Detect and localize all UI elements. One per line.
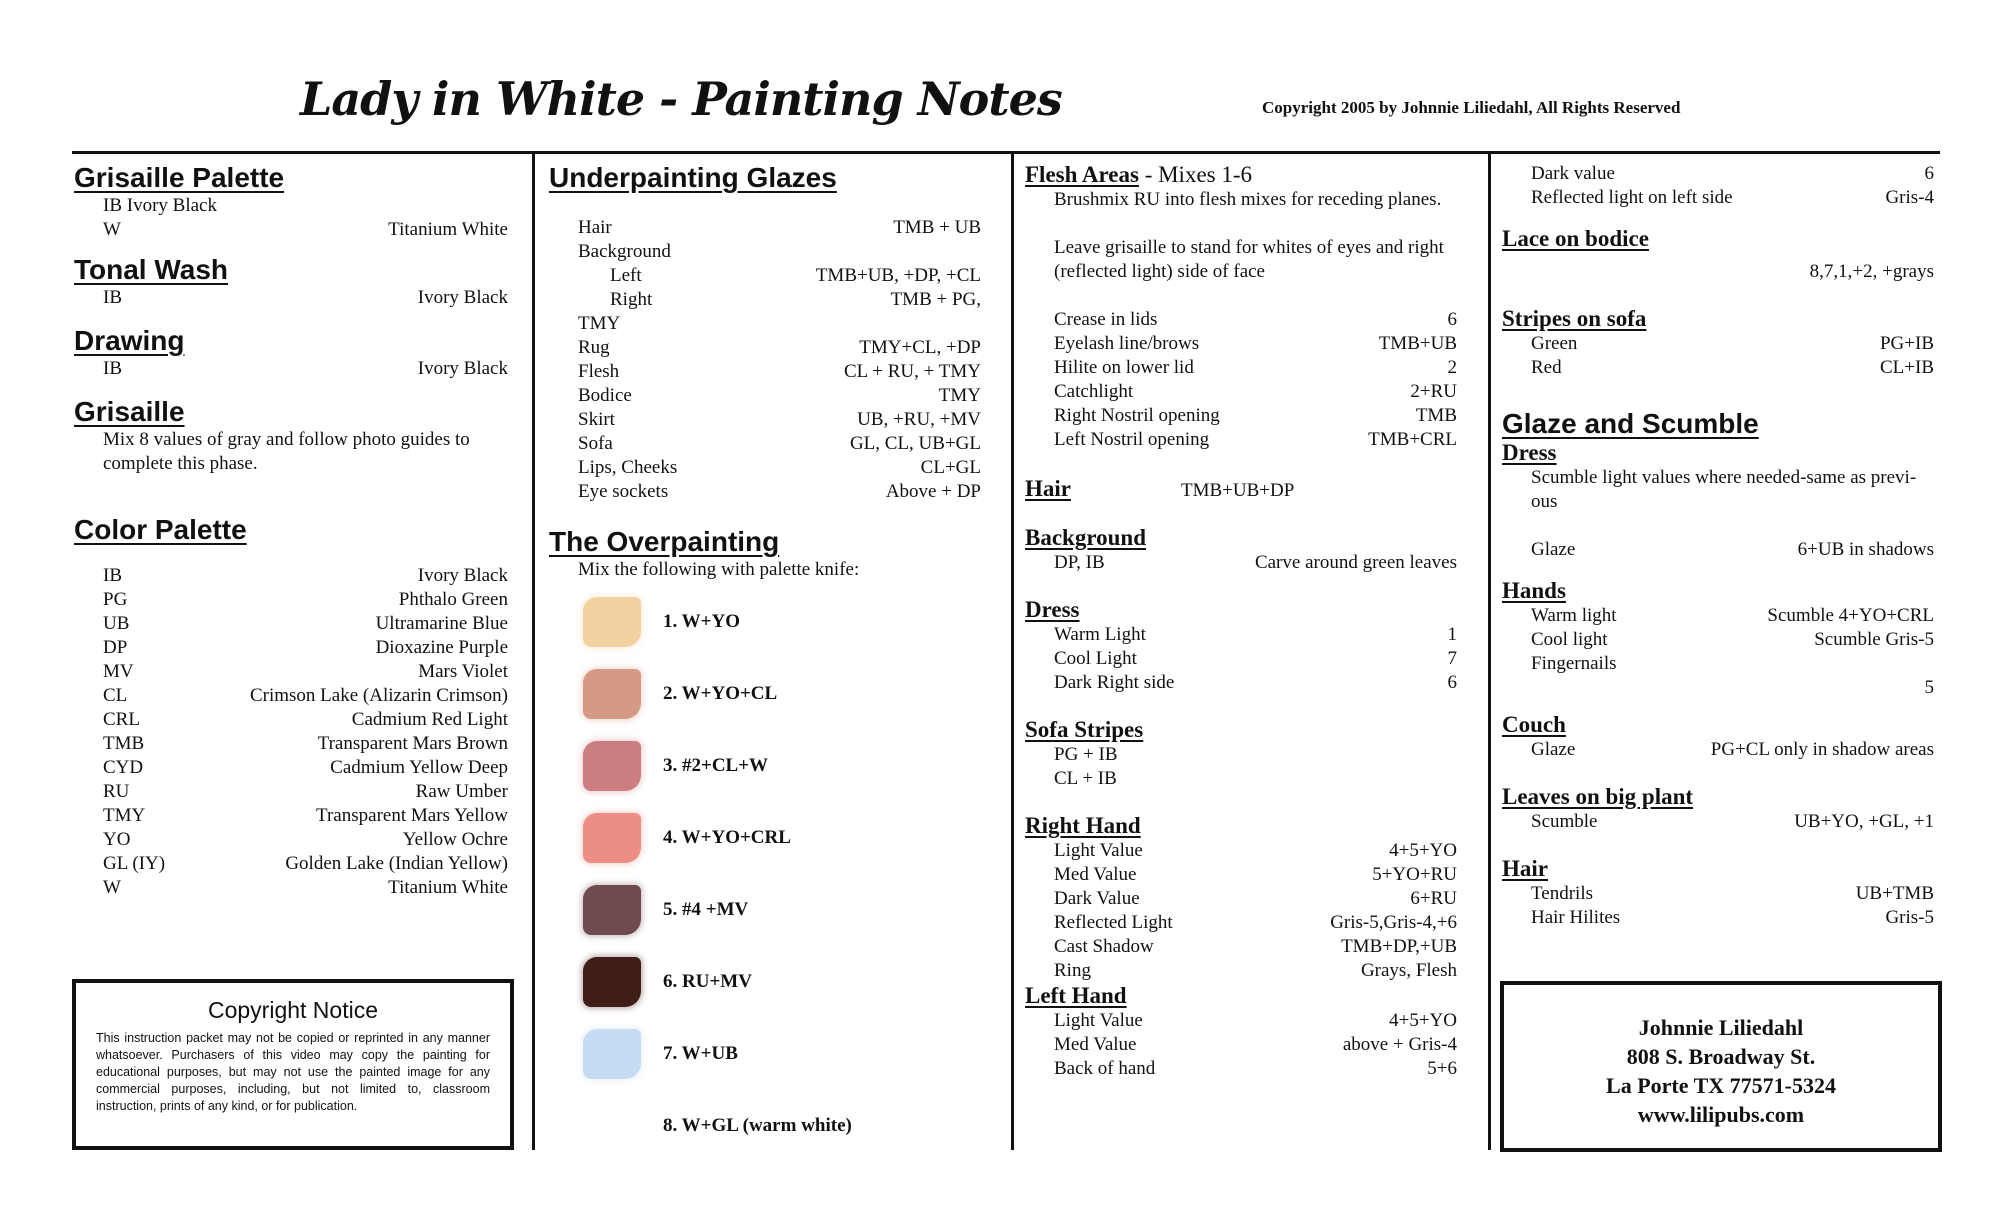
- row-label: Warm light: [1531, 605, 1617, 626]
- section-title: Glaze and Scumble: [1502, 408, 1759, 439]
- section-title: Lace on bodice: [1502, 226, 1649, 251]
- row-label: PG: [103, 589, 128, 610]
- section-hair: [1025, 476, 1457, 503]
- row-label: CRL: [103, 709, 140, 730]
- contact-city: La Porte TX 77571-5324: [1606, 1073, 1836, 1098]
- section-title: Dress: [1502, 440, 1557, 465]
- row-label: Med Value: [1054, 1034, 1137, 1055]
- list-row: [103, 828, 508, 852]
- row-value: Gris-5,Gris-4,+6: [1330, 912, 1457, 933]
- row-label: CL + IB: [1054, 768, 1117, 789]
- row-label: RU: [103, 781, 130, 802]
- row-value: above + Gris-4: [1342, 1034, 1457, 1055]
- row-value: 2: [1447, 357, 1457, 378]
- paint-swatch: [583, 957, 641, 1007]
- copyright-notice-box: [72, 979, 514, 1150]
- contact-name: Johnnie Liliedahl: [1638, 1015, 1804, 1040]
- row-label: Lips, Cheeks: [578, 457, 678, 478]
- row-label: CYD: [103, 757, 144, 778]
- hair-value: TMB+UB+DP: [1181, 480, 1295, 501]
- row-label: IB: [103, 358, 122, 379]
- section-grisaille: [74, 396, 508, 476]
- header: [0, 60, 2000, 140]
- mix-item: [583, 1090, 981, 1162]
- row-value: Raw Umber: [415, 781, 508, 802]
- section-title: Stripes on sofa: [1502, 306, 1647, 331]
- mix-label: 2. W+YO+CL: [663, 683, 778, 704]
- row-label: GL (IY): [103, 853, 166, 874]
- underpainting-list: [549, 216, 981, 504]
- row-value: Ivory Black: [417, 358, 508, 379]
- list-row: [103, 684, 508, 708]
- row-label: Left Nostril opening: [1054, 429, 1210, 450]
- list-row: [1531, 162, 1934, 186]
- row-label: Reflected light on left side: [1531, 187, 1733, 208]
- row-value: Crimson Lake (Alizarin Crimson): [249, 685, 508, 706]
- row-label: Green: [1531, 333, 1578, 354]
- row-label: IB: [103, 565, 122, 586]
- row-value: TMB + UB: [893, 217, 981, 238]
- row-value: TMY+CL, +DP: [859, 337, 981, 358]
- row-label: Hair Hilites: [1531, 907, 1621, 928]
- row-label: Glaze: [1531, 739, 1576, 760]
- page-title: Lady in White - Painting Notes: [300, 72, 1062, 126]
- row-label: Crease in lids: [1054, 309, 1158, 330]
- section-color-palette: [74, 514, 508, 900]
- section-hands: [1502, 578, 1934, 700]
- list-row: [1054, 743, 1457, 767]
- section-hair-col4: [1502, 856, 1934, 930]
- section-title: Left Hand: [1025, 983, 1127, 1008]
- row-label: W: [103, 219, 121, 240]
- section-text: Mix 8 values of gray and follow photo guides to complete this phase.: [103, 429, 470, 474]
- row-value: TMB+UB: [1378, 333, 1457, 354]
- row-value: Cadmium Yellow Deep: [330, 757, 508, 778]
- column-divider: [1011, 154, 1014, 1150]
- row-value: Transparent Mars Brown: [317, 733, 508, 754]
- column-2: [549, 154, 981, 1150]
- row-value: Carve around green leaves: [1254, 552, 1457, 573]
- row-label: PG + IB: [1054, 744, 1118, 765]
- paint-swatch: [583, 597, 641, 647]
- row-label: DP: [103, 637, 128, 658]
- section-lace-on-bodice: [1502, 226, 1934, 284]
- row-label: Tendrils: [1531, 883, 1593, 904]
- row-value: Gris-5: [1885, 907, 1934, 928]
- section-leaves: [1502, 784, 1934, 834]
- list-row: [578, 360, 981, 384]
- row-label: Red: [1531, 357, 1562, 378]
- paint-swatch: [583, 1029, 641, 1079]
- row-label: CL: [103, 685, 128, 706]
- mix-label: 5. #4 +MV: [663, 899, 749, 920]
- mix-label: 8. W+GL (warm white): [663, 1115, 852, 1136]
- mix-item: [583, 802, 981, 874]
- section-dress: [1025, 597, 1457, 695]
- mix-item: [583, 586, 981, 658]
- row-value: PG+IB: [1879, 333, 1934, 354]
- row-label: UB: [103, 613, 130, 634]
- row-label: Glaze: [1531, 539, 1576, 560]
- section-title: Right Hand: [1025, 813, 1141, 838]
- list-row: [1054, 1057, 1457, 1081]
- section-title: Grisaille Palette: [74, 162, 285, 193]
- column-divider: [1488, 154, 1491, 1150]
- list-row: [103, 588, 508, 612]
- row-label: Light Value: [1054, 1010, 1143, 1031]
- section-title: Hands: [1502, 578, 1566, 603]
- row-value: CL+IB: [1880, 357, 1934, 378]
- row-label: Cool Light: [1054, 648, 1137, 669]
- list-row: [103, 876, 508, 900]
- flesh-text-2: Leave grisaille to stand for whites of eyes and right (reflected light) side of face: [1054, 237, 1444, 282]
- row-value: 6+RU: [1410, 888, 1457, 909]
- row-label: Reflected Light: [1054, 912, 1173, 933]
- row-value: UB+TMB: [1855, 883, 1934, 904]
- list-row: [1531, 882, 1934, 906]
- list-row: [103, 780, 508, 804]
- row-value: TMB+DP,+UB: [1341, 936, 1457, 957]
- row-label: MV: [103, 661, 134, 682]
- section-dress-glaze: [1502, 440, 1934, 562]
- row-value: Titanium White: [388, 877, 508, 898]
- list-row: [103, 660, 508, 684]
- row-label: DP, IB: [1054, 552, 1105, 573]
- section-couch: [1502, 712, 1934, 762]
- section-background: [1025, 525, 1457, 575]
- paint-swatch: [583, 885, 641, 935]
- row-value: Dioxazine Purple: [375, 637, 508, 658]
- flesh-list: [1025, 308, 1457, 452]
- section-title: Hair: [1502, 856, 1548, 881]
- row-label: Fingernails: [1531, 653, 1617, 674]
- row-label: Background: [578, 241, 671, 262]
- row-label: Flesh: [578, 361, 620, 382]
- section-title: Dress: [1025, 597, 1080, 622]
- row-label: Catchlight: [1054, 381, 1134, 402]
- row-label: Right Nostril opening: [1054, 405, 1220, 426]
- list-row: [1054, 935, 1457, 959]
- row-label: IB: [103, 287, 122, 308]
- list-row: [1054, 404, 1457, 428]
- row-value: Titanium White: [388, 219, 508, 240]
- section-underpainting-glazes: [549, 162, 981, 504]
- row-label: W: [103, 877, 121, 898]
- section-grisaille-palette: [74, 162, 508, 242]
- contact-street: 808 S. Broadway St.: [1626, 1044, 1816, 1069]
- section-drawing: [74, 325, 508, 381]
- row-value: Grays, Flesh: [1360, 960, 1457, 981]
- row-value: Above + DP: [885, 481, 981, 502]
- list-row: [578, 456, 981, 480]
- row-value: 4+5+YO: [1389, 1010, 1457, 1031]
- mix-label: 3. #2+CL+W: [663, 755, 769, 776]
- list-row: [103, 708, 508, 732]
- section-title: Flesh Areas: [1025, 162, 1139, 187]
- row-label: TMB: [103, 733, 145, 754]
- section-overpainting: [549, 526, 981, 1162]
- paint-swatch: [583, 669, 641, 719]
- list-row: [1054, 863, 1457, 887]
- row-label: Skirt: [578, 409, 615, 430]
- list-row: [578, 336, 981, 360]
- row-value: GL, CL, UB+GL: [849, 433, 981, 454]
- section-title: Grisaille: [74, 396, 185, 427]
- list-row: [1054, 1009, 1457, 1033]
- stripes-list: [1502, 332, 1934, 380]
- row-label: IB Ivory Black: [103, 195, 217, 216]
- row-value: 4+5+YO: [1389, 840, 1457, 861]
- section-title: Underpainting Glazes: [549, 162, 837, 193]
- row-value: Phthalo Green: [398, 589, 508, 610]
- list-row: [103, 564, 508, 588]
- row-label: Right: [610, 289, 653, 310]
- row-label: Ring: [1054, 960, 1091, 981]
- row-label: Med Value: [1054, 864, 1137, 885]
- row-label: Warm Light: [1054, 624, 1146, 645]
- notice-title: Copyright Notice: [207, 997, 379, 1023]
- list-row: [1531, 906, 1934, 930]
- mix-label: 4. W+YO+CRL: [663, 827, 791, 848]
- section-title: Color Palette: [74, 514, 247, 545]
- paint-swatch: [583, 1101, 641, 1151]
- section-flesh-areas: [1025, 162, 1457, 452]
- row-label: TMY: [578, 313, 621, 334]
- row-label: Cool light: [1531, 629, 1608, 650]
- section-title: Background: [1025, 525, 1147, 550]
- list-row: [1054, 911, 1457, 935]
- row-value: PG+CL only in shadow areas: [1710, 739, 1934, 760]
- contact-website: www.lilipubs.com: [1637, 1102, 1805, 1127]
- mix-list: [549, 586, 981, 1162]
- row-value: 6+UB in shadows: [1797, 539, 1934, 560]
- section-left-hand: [1025, 983, 1457, 1081]
- list-row: [1054, 767, 1457, 791]
- row-value: Transparent Mars Yellow: [316, 805, 508, 826]
- row-value: Yellow Ochre: [402, 829, 508, 850]
- row-value: Scumble Gris-5: [1814, 629, 1934, 650]
- row-value: 5+6: [1427, 1058, 1457, 1079]
- section-title: The Overpainting: [549, 526, 780, 557]
- row-label: Eyelash line/brows: [1054, 333, 1200, 354]
- mix-item: [583, 874, 981, 946]
- row-value: 2+RU: [1410, 381, 1457, 402]
- row-label: Dark Right side: [1054, 672, 1175, 693]
- list-row: [1531, 356, 1934, 380]
- row-label: Bodice: [578, 385, 632, 406]
- list-row: [1531, 604, 1934, 628]
- list-row: [1054, 380, 1457, 404]
- row-value: 5+YO+RU: [1372, 864, 1457, 885]
- row-value: Cadmium Red Light: [351, 709, 508, 730]
- list-row: [103, 636, 508, 660]
- row-value: 7: [1447, 648, 1457, 669]
- contact-box: [1500, 981, 1942, 1152]
- section-subtitle: - Mixes 1-6: [1138, 162, 1253, 187]
- dress-list: [1025, 623, 1457, 695]
- list-row: [578, 432, 981, 456]
- list-row: [103, 852, 508, 876]
- hands-extra-value: 5: [1924, 677, 1934, 698]
- list-row: [1054, 647, 1457, 671]
- section-tonal-wash: [74, 254, 508, 310]
- list-row: [578, 408, 981, 432]
- row-label: Cast Shadow: [1054, 936, 1154, 957]
- row-value: Scumble 4+YO+CRL: [1767, 605, 1934, 626]
- row-label: Dark Value: [1054, 888, 1140, 909]
- row-value: UB+YO, +GL, +1: [1794, 811, 1934, 832]
- mix-label: 7. W+UB: [663, 1043, 738, 1064]
- list-row: [1054, 887, 1457, 911]
- hands-list: [1502, 604, 1934, 676]
- row-value: 6: [1924, 163, 1934, 184]
- mix-label: 1. W+YO: [663, 611, 740, 632]
- row-label: Light Value: [1054, 840, 1143, 861]
- row-value: 6: [1447, 309, 1457, 330]
- paint-swatch: [583, 741, 641, 791]
- row-value: CL+GL: [920, 457, 981, 478]
- row-value: Ivory Black: [417, 565, 508, 586]
- dress-text: Scumble light values where needed-same as previ-ous: [1531, 467, 1917, 512]
- list-row: [1054, 839, 1457, 863]
- list-row: [103, 804, 508, 828]
- row-value: TMB: [1415, 405, 1457, 426]
- mix-item: [583, 658, 981, 730]
- section-glaze-and-scumble: [1502, 408, 1934, 440]
- overpainting-intro: Mix the following with palette knife:: [578, 559, 860, 580]
- list-row: [1054, 671, 1457, 695]
- column-divider: [532, 154, 535, 1150]
- right-hand-list: [1025, 839, 1457, 983]
- notice-text: This instruction packet may not be copied or reprinted in any manner whatsoever. Purchasers of this video may copy the painting for educational purposes, but may not use the painted image for any commercial purposes, including, but not limited to, classroom instruction, prints of any kind, or for publication.: [96, 1031, 490, 1113]
- row-value: 1: [1447, 624, 1457, 645]
- list-row: [1531, 628, 1934, 652]
- list-row: [578, 480, 981, 504]
- list-row: [1054, 428, 1457, 452]
- list-row: [1054, 332, 1457, 356]
- hair-list: [1502, 882, 1934, 930]
- section-title: Tonal Wash: [74, 254, 228, 285]
- paint-swatch: [583, 813, 641, 863]
- row-value: TMY: [938, 385, 981, 406]
- row-label: TMY: [103, 805, 146, 826]
- row-label: Back of hand: [1054, 1058, 1156, 1079]
- section-right-hand: [1025, 813, 1457, 983]
- list-row: [103, 756, 508, 780]
- dress-continued-list: [1502, 162, 1934, 210]
- section-sofa-stripes: [1025, 717, 1457, 791]
- row-value: TMB + PG,: [890, 289, 981, 310]
- list-row: [578, 264, 981, 288]
- row-value: UB, +RU, +MV: [857, 409, 981, 430]
- row-value: Ultramarine Blue: [375, 613, 508, 634]
- list-row: [578, 288, 981, 312]
- section-title: Leaves on big plant: [1502, 784, 1694, 809]
- section-title: Drawing: [74, 325, 185, 356]
- list-row: [578, 240, 981, 264]
- row-label: Rug: [578, 337, 610, 358]
- section-title: Hair: [1025, 476, 1071, 501]
- list-row: [103, 612, 508, 636]
- section-title: Sofa Stripes: [1025, 717, 1144, 742]
- left-hand-list: [1025, 1009, 1457, 1081]
- color-palette-list: [74, 564, 508, 900]
- row-label: YO: [103, 829, 131, 850]
- row-label: Dark value: [1531, 163, 1615, 184]
- row-value: Gris-4: [1885, 187, 1934, 208]
- list-row: [1531, 332, 1934, 356]
- list-row: [1054, 308, 1457, 332]
- row-value: Ivory Black: [417, 287, 508, 308]
- list-row: [1054, 356, 1457, 380]
- list-row: [1531, 652, 1934, 676]
- row-value: 6: [1447, 672, 1457, 693]
- row-label: Left: [610, 265, 642, 286]
- list-row: [1531, 186, 1934, 210]
- row-label: Hilite on lower lid: [1054, 357, 1194, 378]
- mix-label: 6. RU+MV: [663, 971, 752, 992]
- row-value: TMB+CRL: [1368, 429, 1457, 450]
- list-row: [1054, 959, 1457, 983]
- lace-value: 8,7,1,+2, +grays: [1809, 261, 1934, 282]
- copyright-line: Copyright 2005 by Johnnie Liliedahl, All Rights Reserved: [1262, 98, 1681, 117]
- row-value: Golden Lake (Indian Yellow): [285, 853, 508, 874]
- mix-item: [583, 946, 981, 1018]
- list-row: [578, 312, 981, 336]
- row-label: Eye sockets: [578, 481, 669, 502]
- column-3: [1025, 154, 1457, 1150]
- row-value: CL + RU, + TMY: [843, 361, 981, 382]
- list-row: [578, 384, 981, 408]
- flesh-text-1: Brushmix RU into flesh mixes for receding planes.: [1054, 189, 1442, 210]
- list-row: [1054, 623, 1457, 647]
- section-title: Couch: [1502, 712, 1566, 737]
- list-row: [1054, 1033, 1457, 1057]
- list-row: [103, 732, 508, 756]
- row-value: Mars Violet: [418, 661, 508, 682]
- mix-item: [583, 1018, 981, 1090]
- row-value: TMB+UB, +DP, +CL: [815, 265, 981, 286]
- row-label: Sofa: [578, 433, 613, 454]
- mix-item: [583, 730, 981, 802]
- list-row: [578, 216, 981, 240]
- row-label: Scumble: [1531, 811, 1598, 832]
- row-label: Hair: [578, 217, 612, 238]
- section-stripes-on-sofa: [1502, 306, 1934, 380]
- sofa-stripes-list: [1025, 743, 1457, 791]
